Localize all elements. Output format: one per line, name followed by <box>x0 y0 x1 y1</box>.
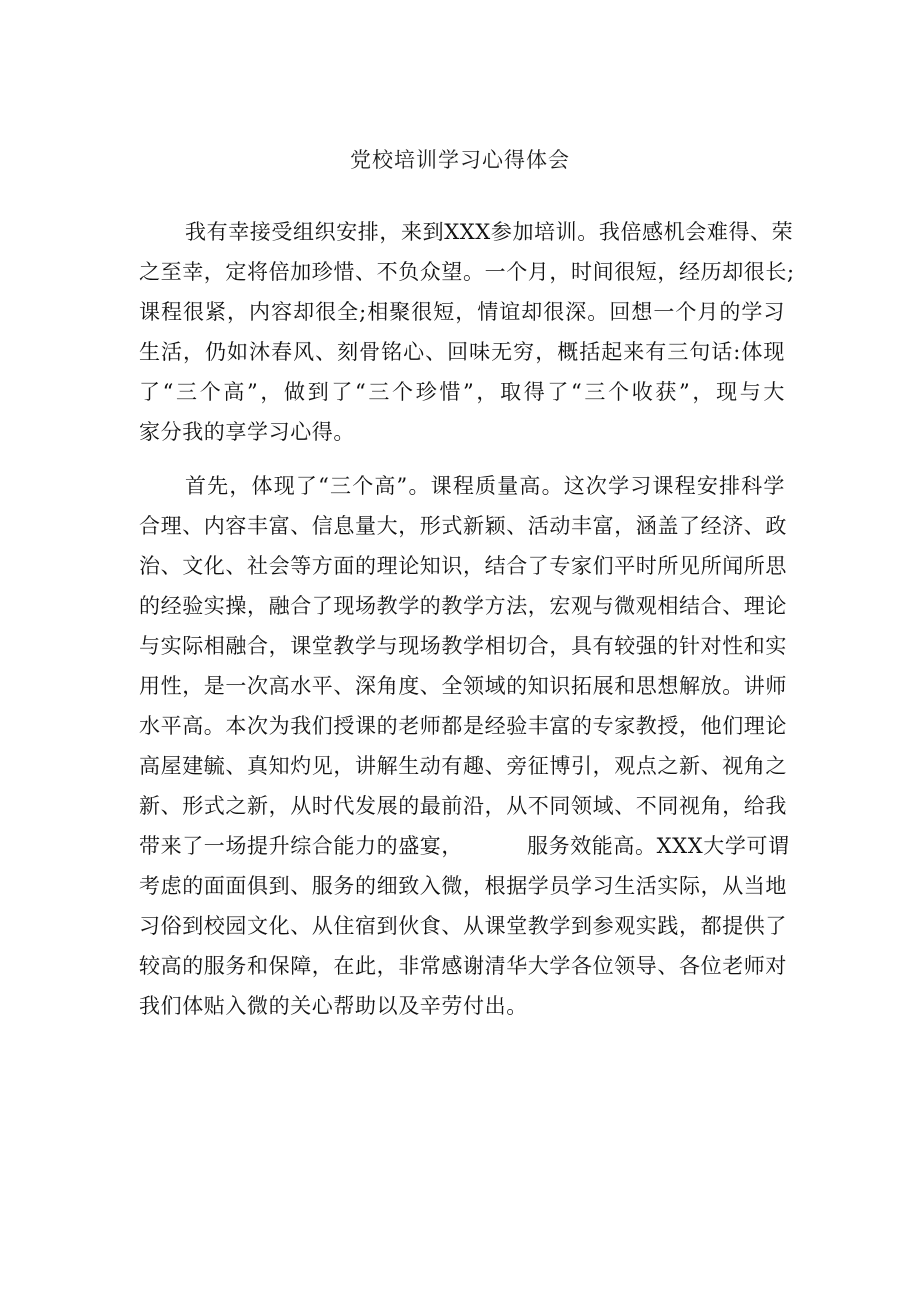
text-line: 课程很紧，内容却很全;相聚很短，情谊却很深。回想一个月的学习 <box>139 300 785 324</box>
text-line: 了“三个高”，做到了“三个珍惜”，取得了“三个收获”，现与大 <box>139 380 785 404</box>
text-line: 考虑的面面俱到、服务的细致入微，根据学员学习生活实际，从当地 <box>139 874 787 898</box>
text-line: 习俗到校园文化、从住宿到伙食、从课堂教学到参观实践，都提供了 <box>139 914 787 938</box>
text-line: 治、文化、社会等方面的理论知识，结合了专家们平时所见所闻所思 <box>139 554 787 578</box>
text-line: 首先，体现了“三个高”。课程质量高。这次学习课程安排科学 <box>185 474 785 498</box>
text-line: 我有幸接受组织安排，来到XXX参加培训。我倍感机会难得、荣 <box>185 220 794 244</box>
text-segment-left: 带来了一场提升综合能力的盛宴， <box>139 834 463 858</box>
text-line: 高屋建毓、真知灼见，讲解生动有趣、旁征博引，观点之新、视角之 <box>139 754 787 778</box>
text-line: 合理、内容丰富、信息量大，形式新颖、活动丰富，涵盖了经济、政 <box>139 514 787 538</box>
text-line: 之至幸，定将倍加珍惜、不负众望。一个月，时间很短，经历却很长; <box>139 260 795 284</box>
text-line: 与实际相融合，课堂教学与现场教学相切合，具有较强的针对性和实 <box>139 634 787 658</box>
text-line: 水平高。本次为我们授课的老师都是经验丰富的专家教授，他们理论 <box>139 714 787 738</box>
text-line: 的经验实操，融合了现场教学的教学方法，宏观与微观相结合、理论 <box>139 594 787 618</box>
paragraph-intro <box>139 212 795 452</box>
text-line: 用性，是一次高水平、深角度、全领域的知识拓展和思想解放。讲师 <box>139 674 787 698</box>
text-line-split <box>139 826 790 866</box>
text-line: 生活，仍如沐春风、刻骨铭心、回味无穷，概括起来有三句话:体现 <box>139 340 785 364</box>
text-line: 较高的服务和保障，在此，非常感谢清华大学各位领导、各位老师对 <box>139 954 787 978</box>
document-title: 党校培训学习心得体会 <box>350 148 570 172</box>
text-line: 新、形式之新，从时代发展的最前沿，从不同领域、不同视角，给我 <box>139 794 787 818</box>
paragraph-three-highs <box>139 466 790 1026</box>
text-line: 我们体贴入微的关心帮助以及辛劳付出。 <box>139 994 528 1018</box>
document-body <box>139 212 795 1040</box>
text-segment-right: 服务效能高。XXX大学可谓 <box>527 834 790 858</box>
text-line: 家分我的享学习心得。 <box>139 420 355 444</box>
